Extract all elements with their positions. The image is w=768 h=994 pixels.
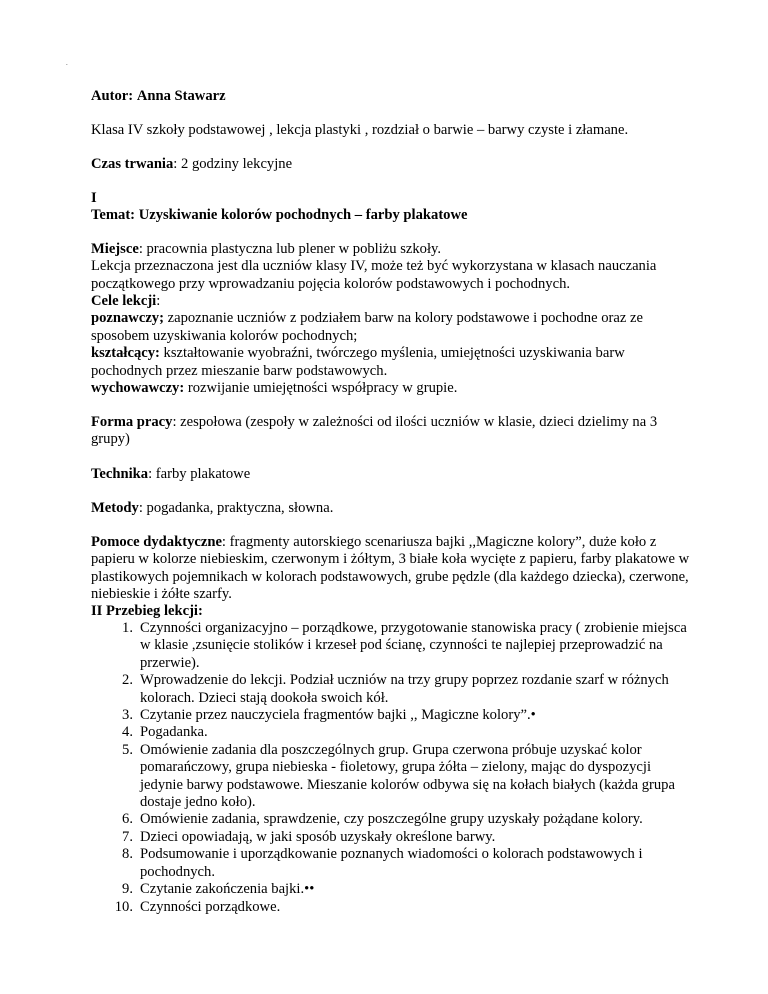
list-item: 5. Omówienie zadania dla poszczególnych grup. Grupa czerwona próbuje uzyskać kolor pomarańczowy, grupa niebieska - fioletowy, grupa żółta – zielony, mając do dyspozycji jedynie barwy podstawowe. Mieszanie kolorów odbywa się na kołach białych (każda grupa dostaje jedno koło). bbox=[122, 741, 675, 811]
place-label: Miejsce bbox=[91, 241, 139, 257]
class-line: Klasa IV szkoły podstawowej , lekcja plastyki , rozdział o barwie – barwy czyste i złamane. bbox=[91, 122, 629, 138]
work-form-value: : zespołowa (zespoły w zależności od ilości uczniów w klasie, dzieci dzielimy na 3 grupy) bbox=[91, 414, 658, 448]
work-form-label: Forma pracy bbox=[91, 414, 173, 430]
author-line bbox=[91, 88, 691, 105]
goal-cognitive: poznawczy; zapoznanie uczniów z podziałem barw na kolory podstawowe i pochodne oraz ze sposobem uzyskiwania kolorów pochodnych; bbox=[91, 310, 643, 344]
list-item: 8. Podsumowanie i uporządkowanie poznanych wiadomości o kolorach podstawowych i pochodnych. bbox=[122, 846, 643, 880]
goal-forming: kształcący: kształtowanie wyobraźni, twórczego myślenia, umiejętności uzyskiwania barw pochodnych przez mieszanie barw podstawowych. bbox=[91, 345, 625, 379]
list-item: 10. Czynności porządkowe. bbox=[114, 898, 281, 915]
technique-line bbox=[91, 466, 691, 483]
place-block bbox=[91, 241, 691, 293]
author-label: Autor: bbox=[91, 88, 134, 104]
methods-line bbox=[91, 500, 691, 517]
work-form-line bbox=[91, 414, 691, 449]
aids-block bbox=[91, 534, 691, 604]
technique-label: Technika bbox=[91, 466, 149, 482]
duration-value: : 2 godziny lekcyjne bbox=[173, 156, 293, 172]
aids-label: Pomoce dydaktyczne bbox=[91, 534, 222, 550]
place-note: Lekcja przeznaczona jest dla uczniów klasy IV, może też być wykorzystana w klasach nauczania początkowego przy wprowadzaniu pojęcia kolorów podstawowych i pochodnych. bbox=[91, 258, 657, 292]
list-item: 3. Czytanie przez nauczyciela fragmentów bajki ,, Magiczne kolory”.• bbox=[122, 707, 536, 724]
section-2-heading: II Przebieg lekcji: bbox=[91, 603, 203, 619]
author-name: Anna Stawarz bbox=[136, 88, 226, 104]
duration-label: Czas trwania bbox=[91, 156, 174, 172]
duration-line bbox=[91, 156, 691, 173]
technique-value: : farby plakatowe bbox=[148, 466, 251, 482]
goal-educational: wychowawczy: rozwijanie umiejętności współpracy w grupie. bbox=[91, 380, 458, 397]
lesson-topic: Temat: Uzyskiwanie kolorów pochodnych – farby plakatowe bbox=[91, 207, 468, 223]
section-1-numeral: I bbox=[91, 190, 97, 206]
list-item: 6. Omówienie zadania, sprawdzenie, czy poszczególne grupy uzyskały pożądane kolory. bbox=[122, 811, 643, 828]
methods-value: : pogadanka, praktyczna, słowna. bbox=[138, 500, 334, 516]
list-item: 7. Dzieci opowiadają, w jaki sposób uzyskały określone barwy. bbox=[122, 828, 496, 845]
corner-mark: . bbox=[66, 59, 68, 67]
lesson-steps-list bbox=[91, 620, 691, 916]
list-item: 4. Pogadanka. bbox=[122, 724, 208, 741]
goals-block: Cele lekcji: poznawczy; zapoznanie uczniów z podziałem barw na kolory podstawowe i pochodne oraz ze sposobem uzyskiwania kolorów pochodnych; kształcący: kształtowanie wyobraźni, twórczego myślenia, umiejętności uzyskiwania barw pochodnych przez mieszanie barw podstawowych. wychowawczy: rozwijanie umiejętności współpracy w grupie. bbox=[91, 293, 691, 397]
list-item: 1. Czynności organizacyjno – porządkowe, przygotowanie stanowiska pracy ( zrobienie miejsca w klasie ,zsunięcie stolików i krzeseł pod ścianę, czynności te najlepiej przeprowadzić na przerwie). bbox=[122, 620, 687, 671]
list-item: 9. Czytanie zakończenia bajki.•• bbox=[122, 881, 315, 898]
methods-label: Metody bbox=[91, 500, 139, 516]
goals-label: Cele lekcji bbox=[91, 293, 157, 309]
list-item: 2. Wprowadzenie do lekcji. Podział uczniów na trzy grupy poprzez rozdanie szarf w różnych kolorach. Dzieci stają dookoła swoich kół. bbox=[122, 672, 669, 706]
place-value: : pracownia plastyczna lub plener w pobliżu szkoły. bbox=[138, 241, 441, 257]
aids-value: : fragmenty autorskiego scenariusza bajki ,,Magiczne kolory”, duże koło z papieru w kolorze niebieskim, czerwonym i żółtym, 3 białe koła wycięte z papieru, farby plakatowe w plastikowych pojemnikach w kolorach podstawowych, grube pędzle (dla każdego dziecka), czerwone, niebieskie i żółte szarfy. bbox=[91, 534, 690, 603]
